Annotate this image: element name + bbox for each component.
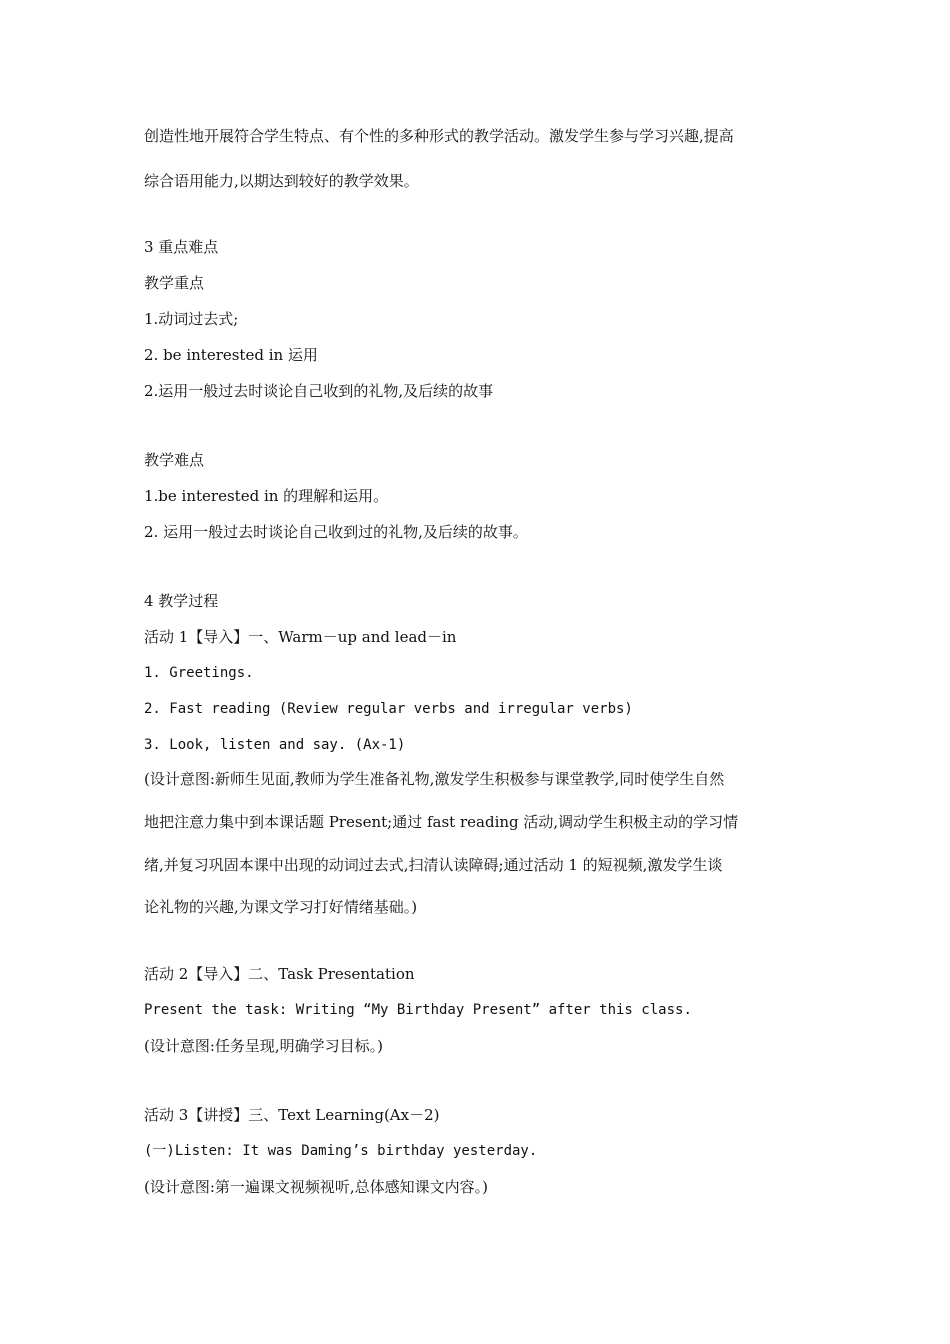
section-4-heading: 4 教学过程 (144, 592, 219, 610)
key-points-heading: 教学重点 (144, 274, 205, 292)
activity-1-item: 3. Look, listen and say. (Ax-1) (144, 737, 406, 753)
key-point-item: 2.运用一般过去时谈论自己收到的礼物,及后续的故事 (144, 382, 494, 400)
activity-2-title: 活动 2【导入】二、Task Presentation (144, 965, 415, 983)
activity-1-note-line: 绪,并复习巩固本课中出现的动词过去式,扫清认读障碍;通过活动 1 的短视频,激发学生谈 (144, 856, 723, 874)
activity-1-item: 2. Fast reading (Review regular verbs and irregular verbs) (144, 701, 633, 717)
activity-3-note: (设计意图:第一遍课文视频视听,总体感知课文内容。) (144, 1178, 489, 1196)
section-3-heading: 3 重点难点 (144, 238, 219, 256)
activity-1-note-line: 论礼物的兴趣,为课文学习打好情绪基础。) (144, 898, 418, 916)
difficulty-item: 1.be interested in 的理解和运用。 (144, 487, 389, 505)
activity-2-task: Present the task: Writing “My Birthday Present” after this class. (144, 1002, 692, 1018)
activity-1-note-line: (设计意图:新师生见面,教师为学生准备礼物,激发学生积极参与课堂教学,同时使学生自然 (144, 770, 725, 788)
activity-1-item: 1. Greetings. (144, 665, 254, 681)
difficulty-item: 2. 运用一般过去时谈论自己收到过的礼物,及后续的故事。 (144, 523, 528, 541)
activity-3-title: 活动 3【讲授】三、Text Learning(Ax－2) (144, 1106, 440, 1124)
key-point-item: 2. be interested in 运用 (144, 346, 318, 364)
intro-line-1: 创造性地开展符合学生特点、有个性的多种形式的教学活动。激发学生参与学习兴趣,提高 (144, 127, 734, 145)
key-point-item: 1.动词过去式; (144, 310, 239, 328)
difficulty-heading: 教学难点 (144, 451, 205, 469)
activity-1-note-line: 地把注意力集中到本课话题 Present;通过 fast reading 活动,调动学生积极主动的学习情 (144, 813, 739, 831)
activity-1-title: 活动 1【导入】一、Warm－up and lead－in (144, 628, 457, 646)
activity-3-listen: (一)Listen: It was Daming’s birthday yesterday. (144, 1143, 538, 1159)
activity-2-note: (设计意图:任务呈现,明确学习目标。) (144, 1037, 384, 1055)
intro-line-2: 综合语用能力,以期达到较好的教学效果。 (144, 172, 419, 190)
